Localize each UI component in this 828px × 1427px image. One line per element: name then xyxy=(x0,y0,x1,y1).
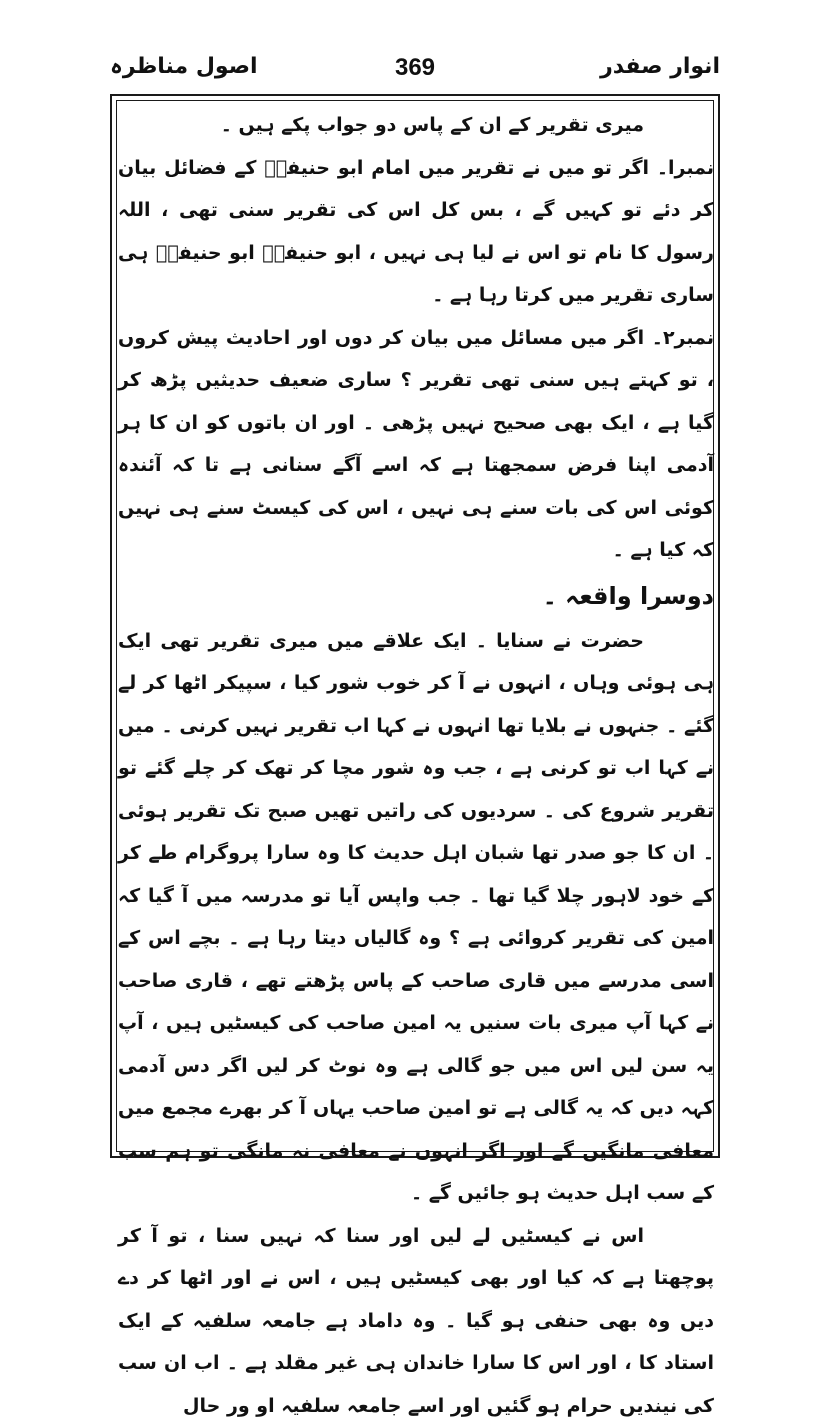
paragraph-5: اس نے کیسٹیں لے لیں اور سنا کہ نہیں سنا ، تو آ کر پوچھتا ہے کہ کیا اور بھی کیسٹیں ہیں ، اس نے اور اٹھا کر دے دیں وہ بھی حنفی ہو گیا ۔ وہ داماد ہے جامعہ سلفیہ کے ایک استاد کا ، اور اس کا سارا خاندان ہی غیر مقلد ہے ۔ اب ان سب کی نیندیں حرام ہو گئیں اور اسے جامعہ سلفیہ او ور حال xyxy=(118,1215,714,1427)
section-heading: دوسرا واقعہ ۔ xyxy=(118,572,714,620)
page-body xyxy=(118,104,714,1150)
book-title: انوار صفدر xyxy=(600,54,720,79)
paragraph-4: حضرت نے سنایا ۔ ایک علاقے میں میری تقریر تھی ایک ہی ہوئی وہاں ، انہوں نے آ کر خوب شور کیا ، سپیکر اٹھا کر لے گئے ۔ جنہوں نے بلایا تھا انہوں نے کہا اب تقریر نہیں کرنی ۔ میں نے کہا اب تو کرنی ہے ، جب وہ شور مچا کر تھک کر چلے گئے تو تقریر شروع کی ۔ سردیوں کی راتیں تھیں صبح تک تقریر ہوئی ۔ ان کا جو صدر تھا شبان اہل حدیث کا وہ سارا پروگرام طے کر کے خود لاہور چلا گیا تھا ۔ جب واپس آیا تو مدرسہ میں آ گیا کہ امین کی تقریر کروائی ہے ؟ وہ گالیاں دیتا رہا ہے ۔ بچے اس کے اسی مدرسے میں قاری صاحب کے پاس پڑھتے تھے ، قاری صاحب نے کہا آپ میری بات سنیں یہ امین صاحب کی کیسٹیں ہیں ، آپ یہ سن لیں اس میں جو گالی ہے وہ نوٹ کر لیں اگر دس آدمی کہہ دیں کہ یہ گالی ہے تو امین صاحب یہاں آ کر بھرے مجمع میں معافی مانگیں گے اور اگر انہوں نے معافی نہ مانگی تو ہم سب کے سب اہل حدیث ہو جائیں گے ۔ xyxy=(118,620,714,1215)
page-number: 369 xyxy=(395,54,435,82)
paragraph-2: نمبرا۔ اگر تو میں نے تقریر میں امام ابو حنیفہؒ کے فضائل بیان کر دئے تو کہیں گے ، بس کل اس کی تقریر سنی تھی ، اللہ رسول کا نام تو اس نے لیا ہی نہیں ، ابو حنیفہؒ ابو حنیفہؒ ہی ساری تقریر میں کرتا رہا ہے ۔ xyxy=(118,147,714,317)
chapter-title: اصول مناظرہ xyxy=(110,54,258,79)
paragraph-1: میری تقریر کے ان کے پاس دو جواب پکے ہیں ۔ xyxy=(118,104,714,147)
paragraph-3: نمبر۲۔ اگر میں مسائل میں بیان کر دوں اور احادیث پیش کروں ، تو کہتے ہیں سنی تھی تقریر ؟ ساری ضعیف حدیثیں پڑھ کر گیا ہے ، ایک بھی صحیح نہیں پڑھی ۔ اور ان باتوں کو ان کا ہر آدمی اپنا فرض سمجھتا ہے کہ اسے آگے سنانی ہے تا کہ آئندہ کوئی اس کی بات سنے ہی نہیں ، اس کی کیسٹ سنے ہی نہیں کہ کیا ہے ۔ xyxy=(118,317,714,572)
page-header xyxy=(110,48,720,88)
